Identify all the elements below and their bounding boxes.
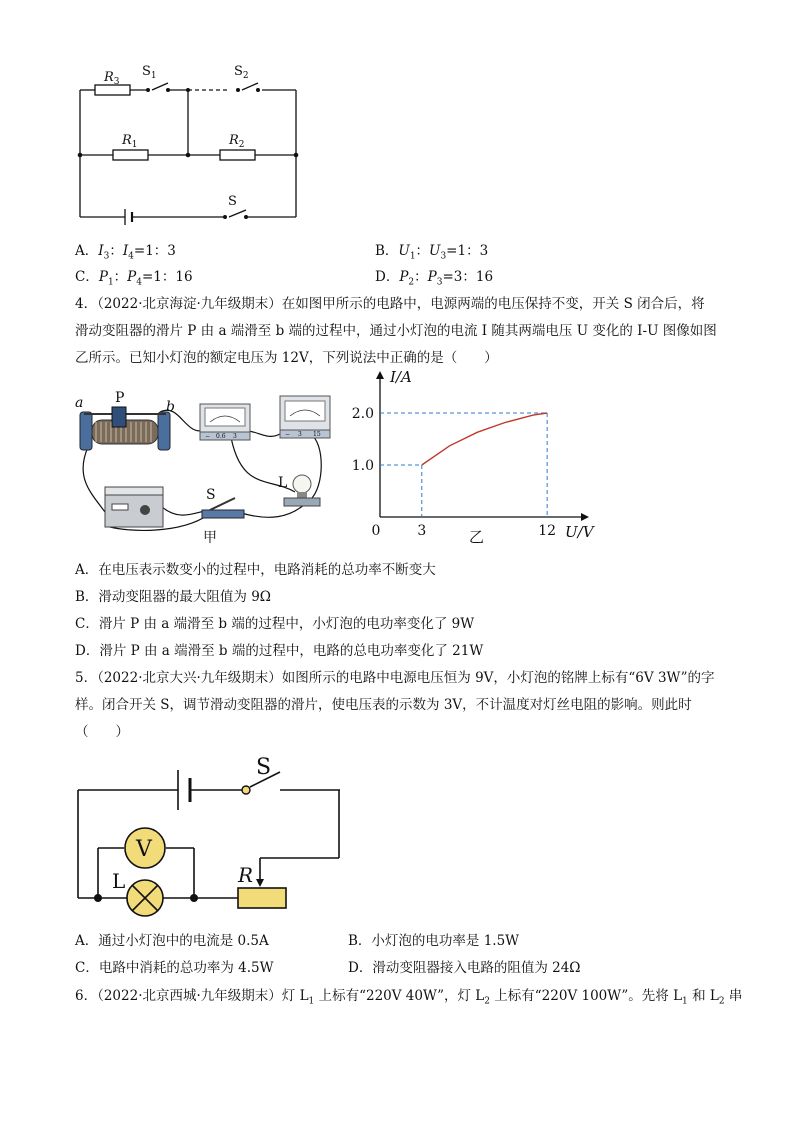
iu-chart	[351, 368, 605, 546]
svg-text:15: 15	[313, 431, 321, 438]
resistor-r1	[113, 150, 148, 160]
fig-l-label: L	[278, 475, 288, 491]
q5-stem-line-3: （ ）	[75, 724, 129, 740]
y-tick-1: 1.0	[351, 458, 374, 474]
q5-stem-line-1: 5．（2022·北京大兴·九年级期末）如图所示的电路中电源电压恒为 9V，小灯泡的铭牌上标有“6V 3W”的字	[75, 670, 715, 686]
svg-text:−: −	[285, 431, 291, 438]
y-axis-arrow	[376, 371, 384, 379]
svg-text:R2: $R_2$	[229, 133, 245, 150]
r2-label: R	[229, 133, 239, 148]
q5-option-d[interactable]: D．滑动变阻器接入电路的阻值为 24Ω	[348, 960, 581, 976]
q6-stem-line-1: 6．（2022·北京西城·九年级期末）灯 $L_1$ 上标有“220V 40W”，灯 $L_2$ 上标有“220V 100W”。先将 $L_1$ 和 $L_2$ 串	[75, 988, 743, 1007]
x-tick-12: 12	[538, 523, 557, 539]
fig-s-label: S	[206, 487, 216, 503]
q5-option-a[interactable]: A．通过小灯泡中的电流是 0.5A	[75, 933, 269, 949]
x-axis-label: U/V	[565, 523, 594, 541]
svg-text:0.6: 0.6	[216, 433, 226, 440]
power-supply	[105, 487, 163, 527]
svg-text:−: −	[205, 433, 211, 440]
q3-option-c[interactable]: C．$P_1$：$P_4=1$：16	[75, 269, 193, 288]
q4-apparatus-figure	[70, 382, 340, 547]
q5-l-label: L	[112, 869, 126, 893]
q5-option-b[interactable]: B．小灯泡的电功率是 1.5W	[348, 933, 520, 949]
svg-text:R1: $R_1$	[122, 133, 138, 150]
q4-stem-line-3: 乙所示。已知小灯泡的额定电压为 12V，下列说法中正确的是（ ）	[75, 350, 498, 366]
svg-text:S2: $S_2$	[234, 64, 249, 81]
svg-text:3: 3	[298, 431, 302, 438]
chart-title: 乙	[468, 528, 484, 546]
q4-option-d[interactable]: D．滑片 P 由 a 端滑至 b 端的过程中，电路的总电功率变化了 21W	[75, 643, 484, 659]
y-tick-2: 2.0	[351, 406, 374, 422]
q3-option-d[interactable]: D．$P_2$：$P_3=3$：16	[375, 269, 494, 288]
q5-option-c[interactable]: C．电路中消耗的总功率为 4.5W	[75, 960, 274, 976]
q4-stem-line-1: 4．（2022·北京海淀·九年级期末）在如图甲所示的电路中，电源两端的电压保持不变，开关 S 闭合后，将	[75, 296, 705, 312]
q3-option-b[interactable]: B．$U_1$：$U_3=1$：3	[375, 243, 489, 262]
bulb	[284, 475, 320, 506]
q5-r-label: R	[238, 863, 254, 887]
q3-circuit-diagram	[70, 55, 310, 225]
q4-option-a[interactable]: A．在电压表示数变小的过程中，电路消耗的总功率不断变大	[75, 562, 436, 578]
x-tick-0: 0	[371, 523, 381, 539]
q4-option-c[interactable]: C．滑片 P 由 a 端滑至 b 端的过程中，小灯泡的电功率变化了 9W	[75, 616, 475, 632]
svg-text:R3: $R_3$	[104, 70, 120, 87]
fig-jia-label: 甲	[203, 530, 217, 546]
s1-label: S	[142, 64, 151, 79]
q5-s-label: S	[256, 755, 272, 780]
rheostat	[80, 407, 170, 450]
y-axis-label: I/A	[390, 368, 412, 386]
q5-circuit-diagram	[70, 752, 340, 922]
q5-stem-line-2: 样。闭合开关 S，调节滑动变阻器的滑片，使电压表的示数为 3V，不计温度对灯丝电阻的影响。则此时	[75, 697, 692, 713]
q4-option-b[interactable]: B．滑动变阻器的最大阻值为 9Ω	[75, 589, 271, 605]
q5-v-label: V	[136, 837, 152, 862]
svg-text:S1: $S_1$	[142, 64, 157, 81]
x-axis-arrow	[581, 513, 589, 521]
resistor-r2	[220, 150, 255, 160]
x-tick-3: 3	[417, 523, 427, 539]
fig-p-label: P	[115, 390, 125, 406]
s2-label: S	[234, 64, 243, 79]
q4-stem-line-2: 滑动变阻器的滑片 P 由 a 端滑至 b 端的过程中，通过小灯泡的电流 I 随其两端电压 U 变化的 I-U 图像如图	[75, 323, 717, 339]
fig-b-label: b	[166, 399, 175, 415]
svg-text:3: 3	[233, 433, 237, 440]
fig-a-label: a	[75, 395, 84, 411]
r3-label: R	[104, 70, 114, 85]
s-label: S	[228, 194, 237, 209]
q3-option-a[interactable]: A．$I_3$：$I_4=1$：3	[75, 243, 176, 262]
series-line	[422, 413, 547, 465]
resistor-r3	[95, 85, 130, 95]
r1-label: R	[122, 133, 132, 148]
